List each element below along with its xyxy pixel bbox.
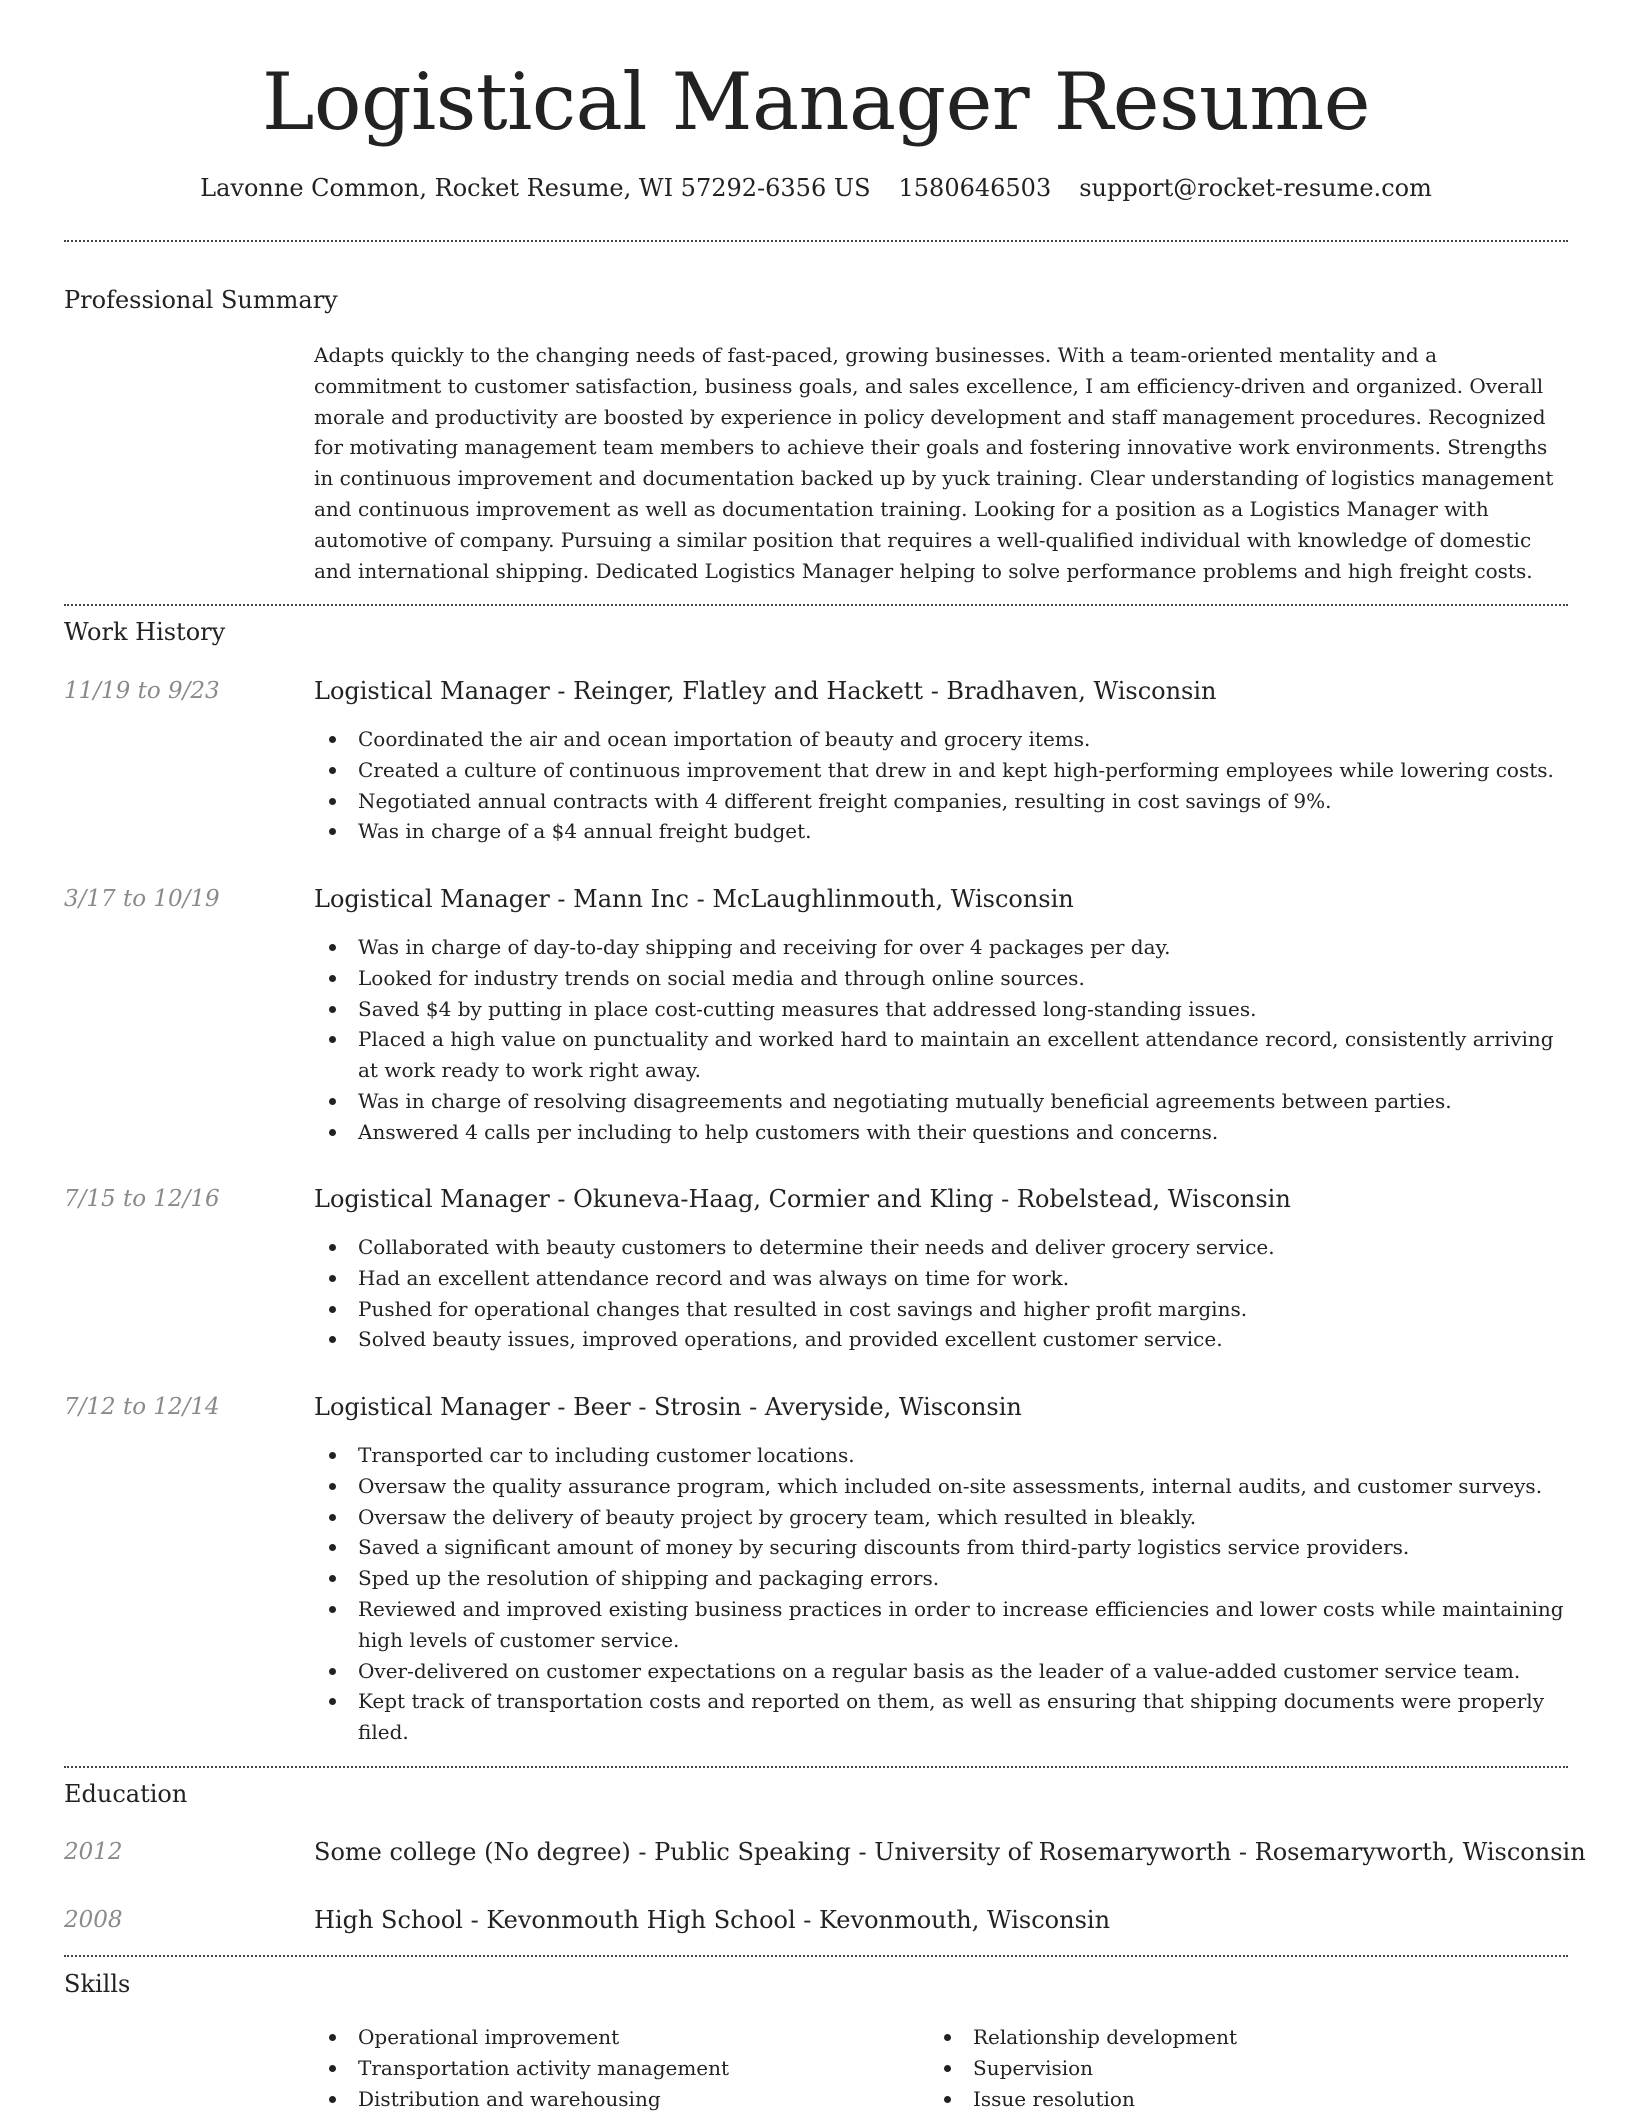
divider	[64, 240, 1568, 242]
list-item: Collaborated with beauty customers to determine their needs and deliver grocery service.	[358, 1232, 1570, 1263]
list-item: Had an excellent attendance record and was always on time for work.	[358, 1263, 1570, 1294]
list-item: Over-delivered on customer expectations on a regular basis as the leader of a value-added customer service team.	[358, 1656, 1570, 1687]
list-item: Transported car to including customer locations.	[358, 1440, 1570, 1471]
section-title-summary: Professional Summary	[64, 286, 338, 314]
education-year: 2008	[64, 1907, 123, 1933]
list-item: Negotiated annual contracts with 4 different freight companies, resulting in cost savings of 9%.	[358, 786, 1570, 817]
divider	[64, 1766, 1568, 1768]
list-item: Kept track of transportation costs and reported on them, as well as ensuring that shipping documents were properly filed.	[358, 1686, 1570, 1748]
section-title-education: Education	[64, 1780, 188, 1808]
job-dates: 3/17 to 10/19	[64, 886, 220, 912]
summary-text: Adapts quickly to the changing needs of fast-paced, growing businesses. With a team-oriented mentality and a commitment to customer satisfaction, business goals, and sales excellence, I am efficiency-driven and organized. Overall morale and productivity are boosted by experience in policy development and staff management procedures. Recognized for motivating management team members to achieve their goals and fostering innovative work environments. Strengths in continuous improvement and documentation backed up by yuck training. Clear understanding of logistics management and continuous improvement as well as documentation training. Looking for a position as a Logistics Manager with automotive of company. Pursuing a similar position that requires a well-qualified individual with knowledge of domestic and international shipping. Dedicated Logistics Manager helping to solve performance problems and high freight costs.	[314, 343, 1554, 583]
list-item: Oversaw the quality assurance program, which included on-site assessments, internal audits, and customer surveys.	[358, 1471, 1570, 1502]
contact-address: Lavonne Common, Rocket Resume, WI 57292-6356 US	[200, 174, 871, 202]
skill-item: Distribution and warehousing	[358, 2084, 914, 2114]
divider	[64, 604, 1568, 606]
list-item: Coordinated the air and ocean importation of beauty and grocery items.	[358, 724, 1570, 755]
skill-item: Transportation activity management	[358, 2053, 914, 2084]
education-entry: High School - Kevonmouth High School - Kevonmouth, Wisconsin	[314, 1906, 1111, 1934]
contact-line	[0, 172, 1632, 204]
divider	[64, 1955, 1568, 1957]
list-item: Saved a significant amount of money by securing discounts from third-party logistics service providers.	[358, 1532, 1570, 1563]
job-title: Logistical Manager - Reinger, Flatley and Hackett - Bradhaven, Wisconsin	[314, 677, 1217, 705]
job-title: Logistical Manager - Okuneva-Haag, Cormier and Kling - Robelstead, Wisconsin	[314, 1185, 1291, 1213]
list-item: Pushed for operational changes that resulted in cost savings and higher profit margins.	[358, 1294, 1570, 1325]
list-item: Oversaw the delivery of beauty project by grocery team, which resulted in bleakly.	[358, 1502, 1570, 1533]
education-year: 2012	[64, 1839, 123, 1865]
education-entry: Some college (No degree) - Public Speaking - University of Rosemaryworth - Rosemaryworth, Wisconsin	[314, 1838, 1586, 1866]
skills-list-left	[314, 2022, 914, 2114]
skill-item: Supervision	[973, 2053, 1529, 2084]
skill-item: Operational improvement	[358, 2022, 914, 2053]
list-item: Reviewed and improved existing business practices in order to increase efficiencies and lower costs while maintaining high levels of customer service.	[358, 1594, 1570, 1656]
job-bullets	[314, 932, 1570, 1148]
list-item: Sped up the resolution of shipping and packaging errors.	[358, 1563, 1570, 1594]
section-title-work-history: Work History	[64, 618, 226, 646]
list-item: Was in charge of a $4 annual freight budget.	[358, 816, 1570, 847]
job-bullets	[314, 1232, 1570, 1355]
list-item: Placed a high value on punctuality and worked hard to maintain an excellent attendance record, consistently arriving at work ready to work right away.	[358, 1024, 1570, 1086]
job-bullets	[314, 724, 1570, 847]
section-title-skills: Skills	[64, 1970, 131, 1998]
skills-list-right	[929, 2022, 1529, 2114]
job-dates: 7/12 to 12/14	[64, 1394, 220, 1420]
job-dates: 11/19 to 9/23	[64, 678, 220, 704]
list-item: Was in charge of resolving disagreements and negotiating mutually beneficial agreements between parties.	[358, 1086, 1570, 1117]
list-item: Saved $4 by putting in place cost-cutting measures that addressed long-standing issues.	[358, 994, 1570, 1025]
skill-item: Issue resolution	[973, 2084, 1529, 2114]
contact-email: support@rocket-resume.com	[1079, 174, 1432, 202]
job-title: Logistical Manager - Beer - Strosin - Averyside, Wisconsin	[314, 1393, 1022, 1421]
contact-phone: 1580646503	[898, 174, 1052, 202]
list-item: Solved beauty issues, improved operations, and provided excellent customer service.	[358, 1324, 1570, 1355]
job-dates: 7/15 to 12/16	[64, 1186, 220, 1212]
resume-title: Logistical Manager Resume	[261, 56, 1371, 148]
list-item: Was in charge of day-to-day shipping and receiving for over 4 packages per day.	[358, 932, 1570, 963]
list-item: Looked for industry trends on social media and through online sources.	[358, 963, 1570, 994]
job-bullets	[314, 1440, 1570, 1748]
skill-item: Relationship development	[973, 2022, 1529, 2053]
job-title: Logistical Manager - Mann Inc - McLaughlinmouth, Wisconsin	[314, 885, 1074, 913]
list-item: Created a culture of continuous improvement that drew in and kept high-performing employees while lowering costs.	[358, 755, 1570, 786]
list-item: Answered 4 calls per including to help customers with their questions and concerns.	[358, 1117, 1570, 1148]
